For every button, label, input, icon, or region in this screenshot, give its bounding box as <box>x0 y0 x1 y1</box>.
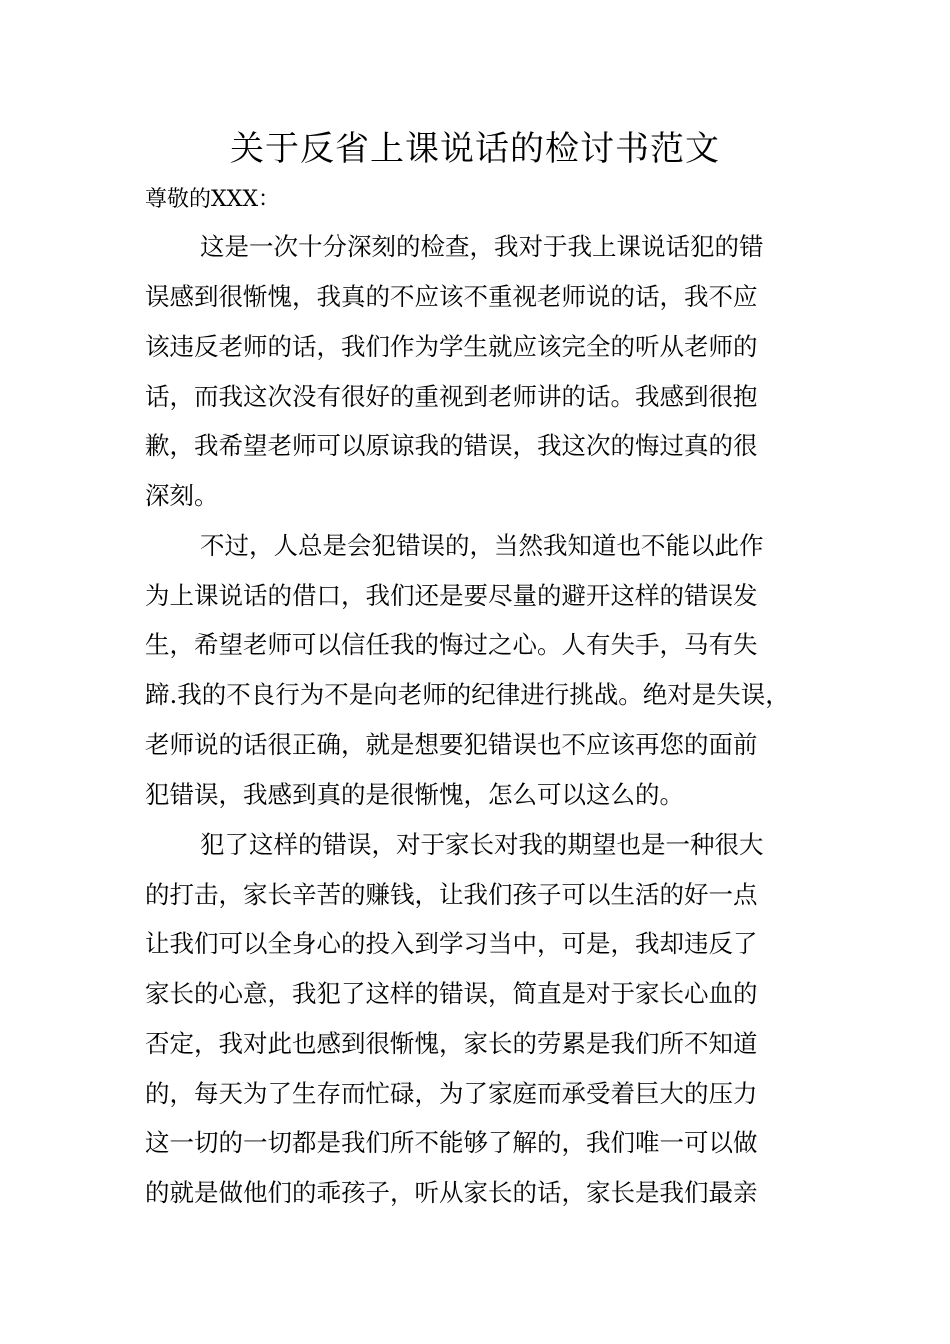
document-title: 关于反省上课说话的检讨书范文 <box>230 129 720 169</box>
body-line: 话，而我这次没有很好的重视到老师讲的话。我感到很抱 <box>145 382 758 411</box>
body-line: 该违反老师的话，我们作为学生就应该完全的听从老师的 <box>145 332 758 361</box>
body-line: 蹄.我的不良行为不是向老师的纪律进行挑战。绝对是失误， <box>145 680 790 709</box>
body-line: 的就是做他们的乖孩子，听从家长的话，家长是我们最亲 <box>145 1178 758 1207</box>
body-line: 老师说的话很正确，就是想要犯错误也不应该再您的面前 <box>145 730 758 759</box>
body-line: 家长的心意，我犯了这样的错误，简直是对于家长心血的 <box>145 979 758 1008</box>
body-line: 的，每天为了生存而忙碌，为了家庭而承受着巨大的压力 <box>145 1079 758 1108</box>
body-line: 深刻。 <box>145 481 219 510</box>
body-line: 这一切的一切都是我们所不能够了解的，我们唯一可以做 <box>145 1128 758 1157</box>
body-line: 误感到很惭愧，我真的不应该不重视老师说的话，我不应 <box>145 282 758 311</box>
body-line: 生，希望老师可以信任我的悔过之心。人有失手，马有失 <box>145 630 758 659</box>
body-line: 这是一次十分深刻的检查，我对于我上课说话犯的错 <box>200 232 764 261</box>
body-line: 的打击，家长辛苦的赚钱，让我们孩子可以生活的好一点 <box>145 880 758 909</box>
body-line: 为上课说话的借口，我们还是要尽量的避开这样的错误发 <box>145 581 758 610</box>
salutation: 尊敬的XXX： <box>145 187 280 212</box>
body-line: 让我们可以全身心的投入到学习当中，可是，我却违反了 <box>145 929 758 958</box>
body-line: 歉，我希望老师可以原谅我的错误，我这次的悔过真的很 <box>145 431 758 460</box>
body-line: 犯错误，我感到真的是很惭愧，怎么可以这么的。 <box>145 780 684 809</box>
body-line: 否定，我对此也感到很惭愧，家长的劳累是我们所不知道 <box>145 1029 758 1058</box>
body-line: 不过，人总是会犯错误的，当然我知道也不能以此作 <box>200 531 764 560</box>
body-line: 犯了这样的错误，对于家长对我的期望也是一种很大 <box>200 830 764 859</box>
